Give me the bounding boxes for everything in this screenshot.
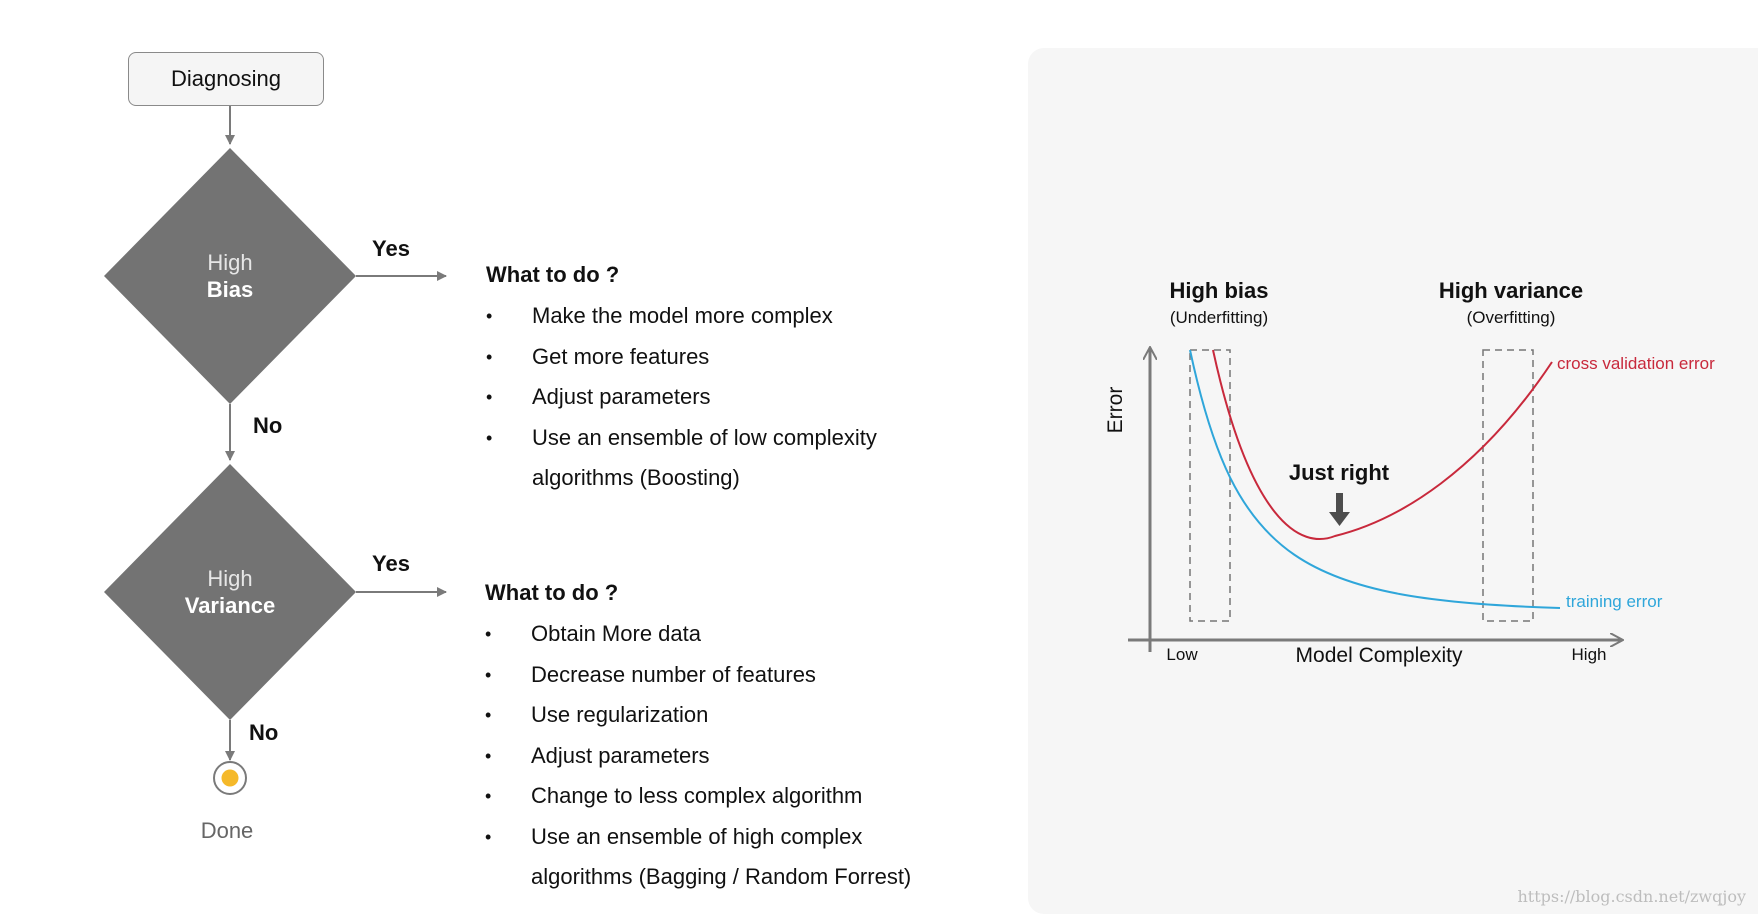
edge-label-no-variance: No (249, 720, 279, 745)
label-just-right: Just right (1288, 460, 1390, 485)
list-item: • Decrease number of features (485, 655, 951, 696)
done-label: Done (200, 818, 254, 843)
cross-validation-error-curve (1213, 350, 1552, 539)
list-item: • Obtain More data (485, 614, 951, 655)
x-axis-low-label: Low (1166, 645, 1198, 664)
just-right-arrow-shaft (1336, 493, 1343, 513)
label-high-bias: High bias (1169, 278, 1269, 303)
watermark-url: https://blog.csdn.net/zwqjoy (1517, 887, 1746, 906)
list-item: • Adjust parameters (485, 736, 951, 777)
actions-bias-title: What to do ? (486, 262, 620, 287)
decision-bias-line2: Bias (206, 277, 254, 302)
edge-label-no-bias: No (253, 413, 283, 438)
label-overfitting: (Overfitting) (1466, 308, 1556, 327)
high-variance-region (1483, 350, 1533, 621)
list-item: • Get more features (486, 337, 952, 378)
list-item: • Change to less complex algorithm (485, 776, 951, 817)
training-error-label: training error (1566, 592, 1663, 611)
just-right-arrow-head (1329, 512, 1350, 526)
list-item: • Make the model more complex (486, 296, 952, 337)
list-item: • Use an ensemble of low complexity algorithms (Boosting) (486, 418, 932, 499)
edge-label-yes-bias: Yes (372, 236, 410, 261)
label-high-variance: High variance (1438, 278, 1584, 303)
x-axis-high-label: High (1571, 645, 1607, 664)
start-node-label: Diagnosing (170, 66, 282, 91)
list-item: • Use regularization (485, 695, 951, 736)
actions-variance-title: What to do ? (485, 580, 619, 605)
decision-bias-line1: High (207, 250, 253, 275)
decision-variance-line1: High (207, 566, 253, 591)
x-axis-label: Model Complexity (1295, 644, 1463, 667)
y-axis-label: Error (1104, 386, 1127, 434)
decision-variance-line2: Variance (184, 593, 276, 618)
edge-label-yes-variance: Yes (372, 551, 410, 576)
list-item: • Adjust parameters (486, 377, 952, 418)
label-underfitting: (Underfitting) (1169, 308, 1269, 327)
cross-validation-error-label: cross validation error (1557, 354, 1715, 373)
high-bias-region (1190, 350, 1230, 621)
list-item: • Use an ensemble of high complex algorithms (Bagging / Random Forrest) (485, 817, 941, 898)
